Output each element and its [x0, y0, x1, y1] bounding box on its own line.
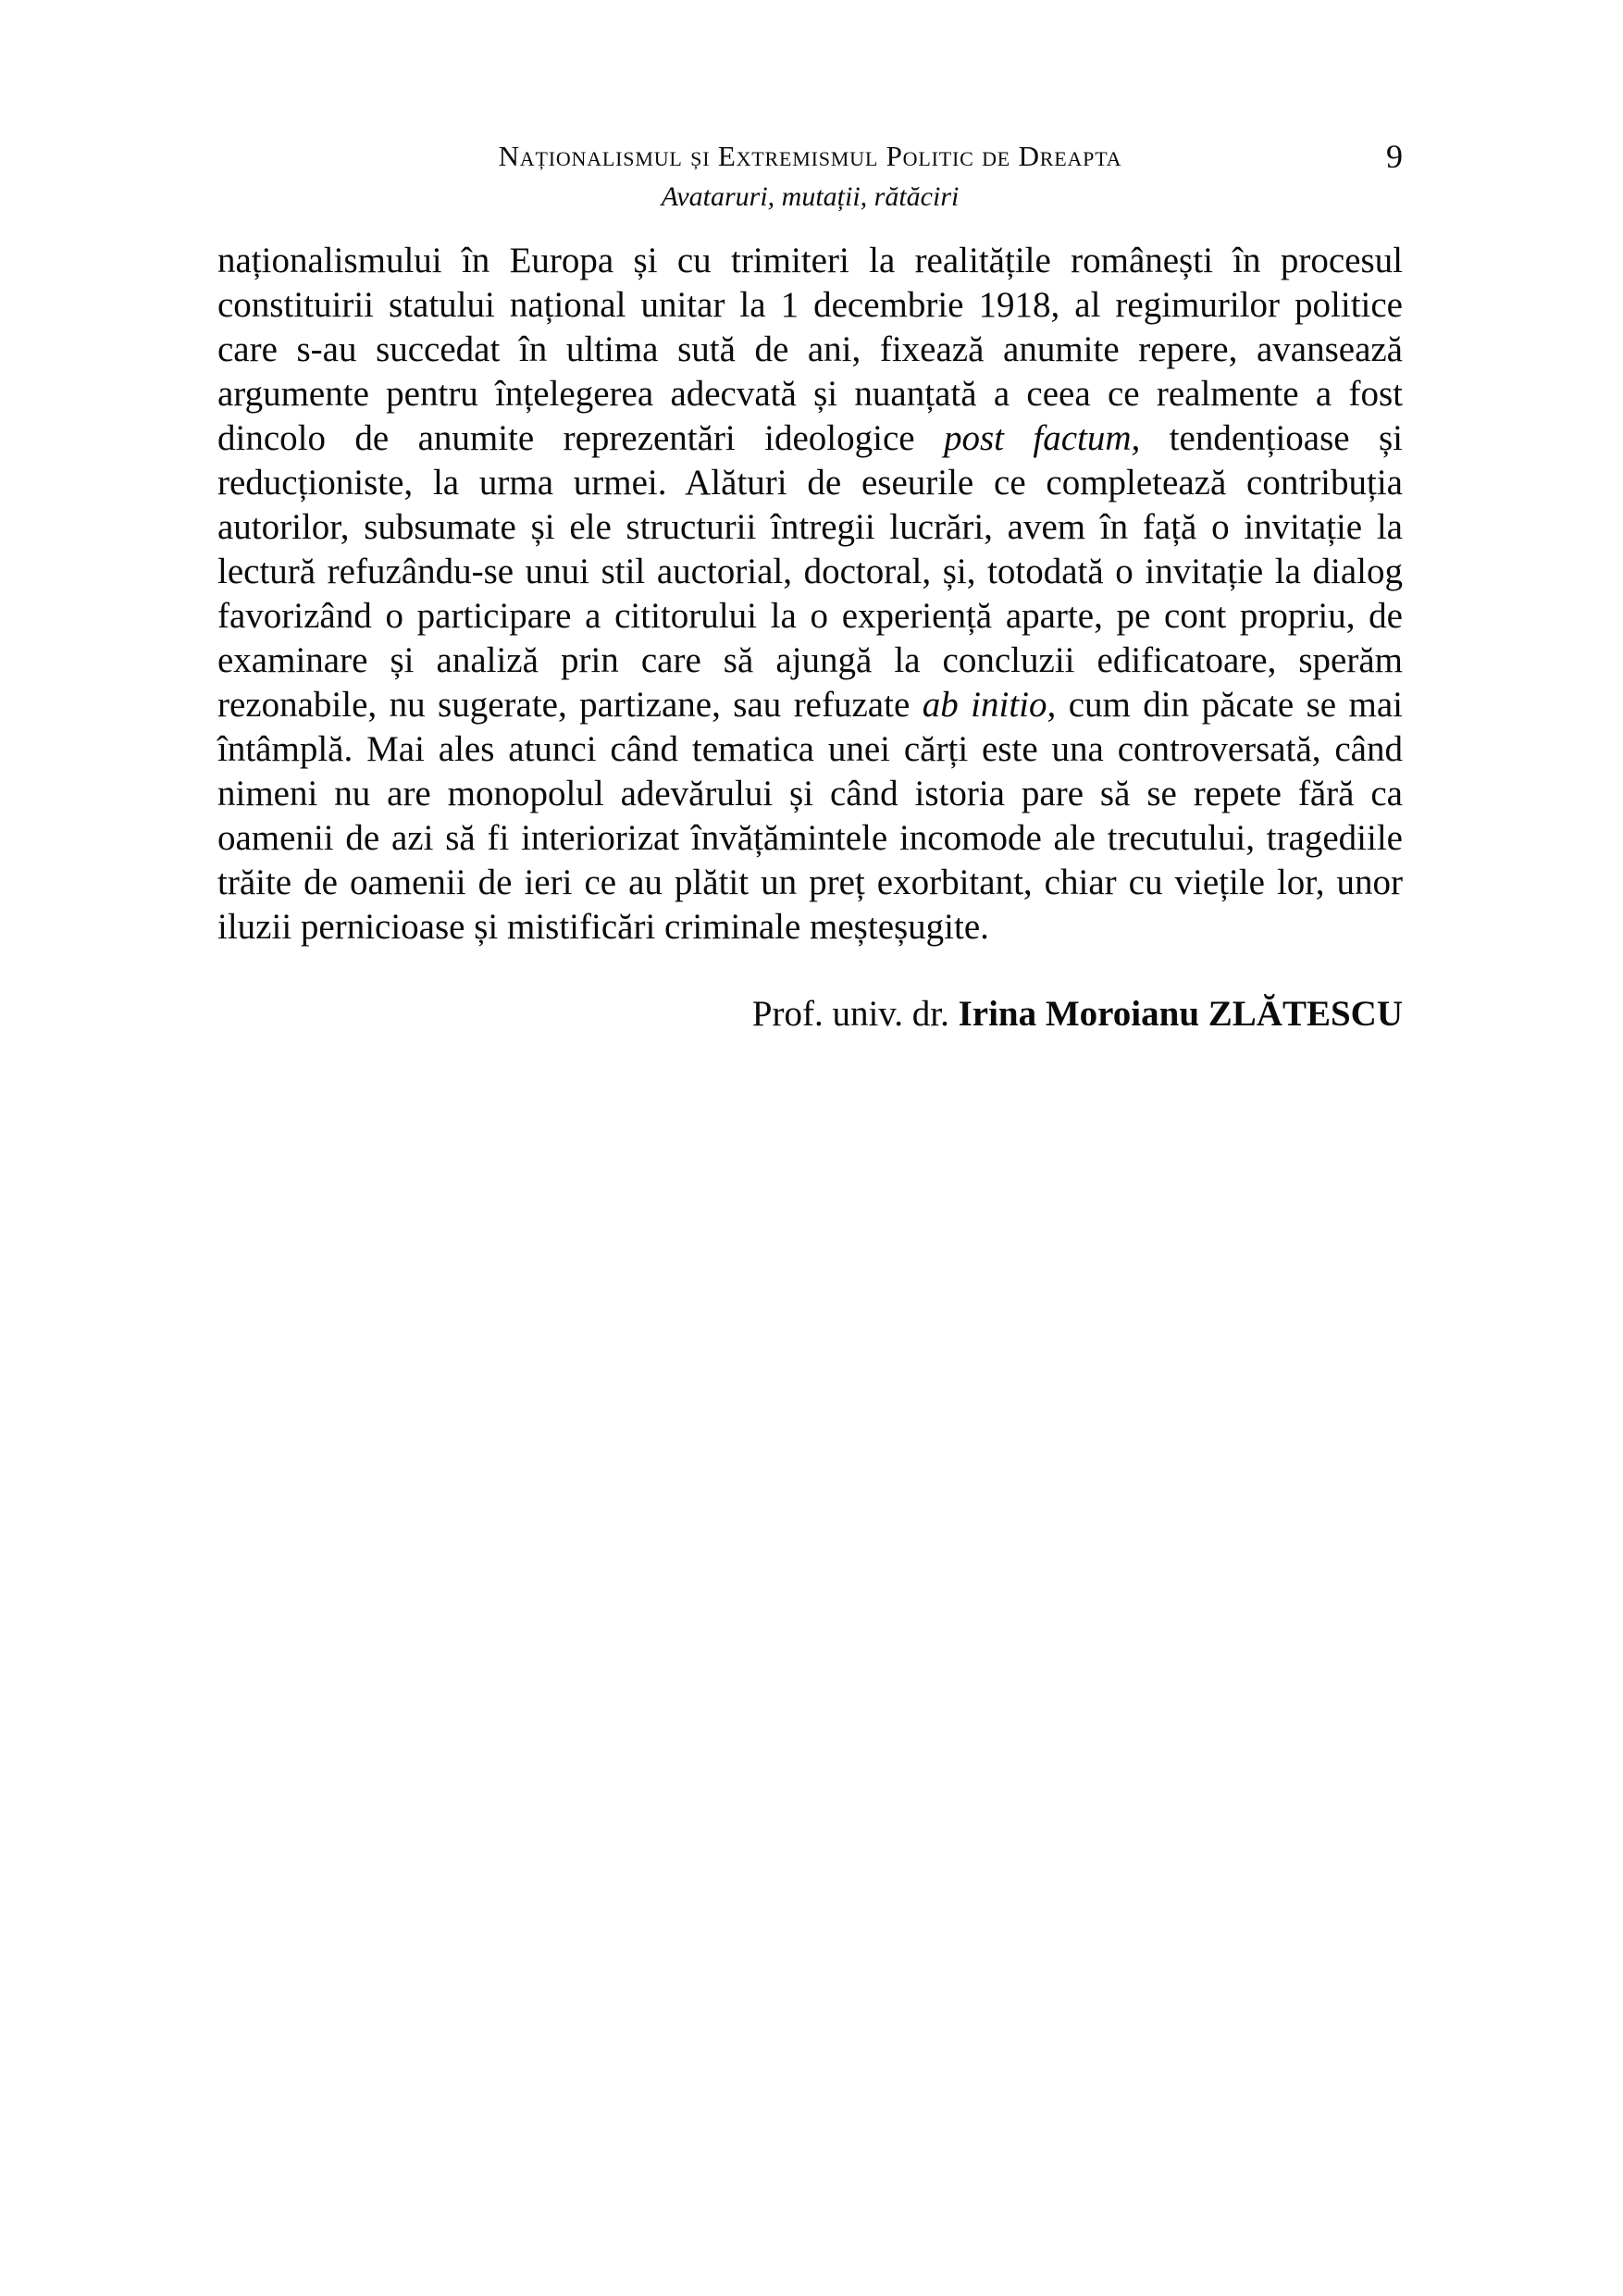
running-head-title: Naționalismul și Extremismul Politic de Dreapta	[498, 140, 1122, 172]
page-number: 9	[1386, 138, 1403, 175]
page-header	[217, 139, 1403, 215]
body-text-segment-3: tendențioase și reducționiste, la urma urmei. Alături de eseurile ce completează contribuția autorilor, subsumate și ele structurii întregii lucrări, avem în față o invitație la lectură refuzându-se unui stil auctorial, doctoral, și, totodată o invitație la dialog favorizând o participare a cititorului la o experiență aparte, pe cont propriu, de examinare și analiză prin care să ajungă la concluzii edificatoare, sperăm rezonabile, nu sugerate, partizane, sau refuzate	[217, 418, 1403, 725]
body-text-segment-2-italic: post factum,	[943, 418, 1141, 458]
page-content	[217, 139, 1403, 1036]
signature-prefix: Prof. univ. dr.	[751, 994, 959, 1034]
body-text-segment-5: cum din păcate se mai întâmplă. Mai ales atunci când tematica unei cărți este una controversată, când nimeni nu are monopolul adevărului și când istoria pare să se repete fără ca oamenii de azi să fi interiorizat învățămintele incomode ale trecutului, tragediile trăite de oamenii de ieri ce au plătit un preț exorbitant, chiar cu viețile lor, unor iluzii pernicioase și mistificări criminale meșteșugite.	[217, 685, 1404, 947]
signature-line	[217, 992, 1403, 1036]
body-paragraph	[217, 239, 1403, 949]
signature-name: Irina Moroianu ZLĂTESCU	[958, 994, 1403, 1034]
running-head-subtitle: Avataruri, mutații, rătăciri	[661, 181, 960, 212]
body-text-segment-4-italic: ab initio,	[922, 685, 1057, 725]
body-text-segment-1: naționalismului în Europa și cu trimiteri la realitățile românești în procesul constituirii statului național unitar la 1 decembrie 1918, al regimurilor politice care s-au succedat în ultima sută de ani, fixează anumite repere, avansează argumente pentru înțelegerea adecvată și nuanțată a ceea ce realmente a fost dincolo de anumite reprezentări ideologice	[217, 241, 1403, 458]
